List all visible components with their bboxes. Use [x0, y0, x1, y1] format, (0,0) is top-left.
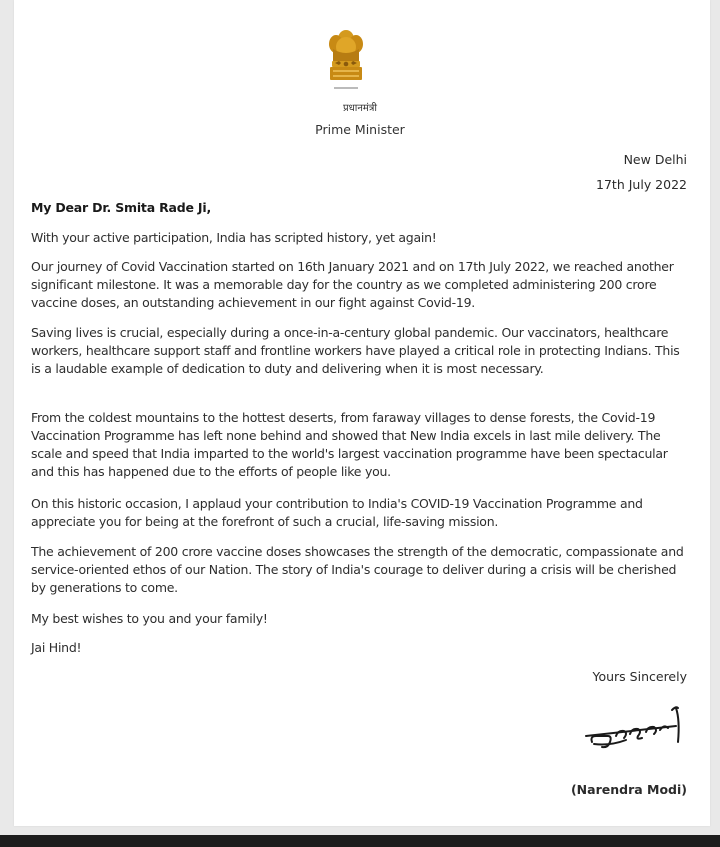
letter-date: 17th July 2022 [596, 177, 687, 192]
state-emblem-icon [324, 27, 368, 91]
hindi-title: प्रधानमंत्री [342, 103, 378, 114]
paragraph-5: On this historic occasion, I applaud your contribution to India's COVID-19 Vaccination Programme and appreciate you for being at the forefront of such a crucial, life-saving mission. [31, 496, 643, 529]
paragraph-8: Jai Hind! [31, 640, 82, 655]
paragraph-3: Saving lives is crucial, especially during a once-in-a-century global pandemic. Our vaccinators, healthcare workers, healthcare support staff and frontline workers have played a critical role in protecting Indians. This is a laudable example of dedication to duty and delivering when it is most necessary. [31, 325, 680, 376]
letter-place: New Delhi [623, 152, 687, 167]
signer-name: (Narendra Modi) [570, 782, 687, 797]
page-title: Prime Minister [315, 122, 405, 137]
paragraph-1: With your active participation, India has scripted history, yet again! [31, 230, 437, 245]
paragraph-2: Our journey of Covid Vaccination started on 16th January 2021 and on 17th July 2022, we reached another significant milestone. It was a memorable day for the country as we completed administering 200 crore vaccine doses, an outstanding achievement in our fight against Covid-19. [31, 259, 674, 310]
salutation: My Dear Dr. Smita Rade Ji, [31, 200, 211, 215]
bottom-bar [0, 835, 720, 847]
paragraph-7: My best wishes to you and your family! [31, 611, 268, 626]
closing: Yours Sincerely [592, 669, 687, 684]
paragraph-4: From the coldest mountains to the hottest deserts, from faraway villages to dense forests, the Covid-19 Vaccination Programme has left none behind and showed that New India excels in last mile delivery. The scale and speed that India imparted to the world's largest vaccination programme have been spectacular and this has happened due to the efforts of people like you. [31, 410, 668, 479]
paragraph-6: The achievement of 200 crore vaccine doses showcases the strength of the democratic, compassionate and service-oriented ethos of our Nation. The story of India's courage to deliver during a crisis will be cherished by generations to come. [31, 544, 684, 595]
handwritten-signature-icon [580, 700, 690, 762]
